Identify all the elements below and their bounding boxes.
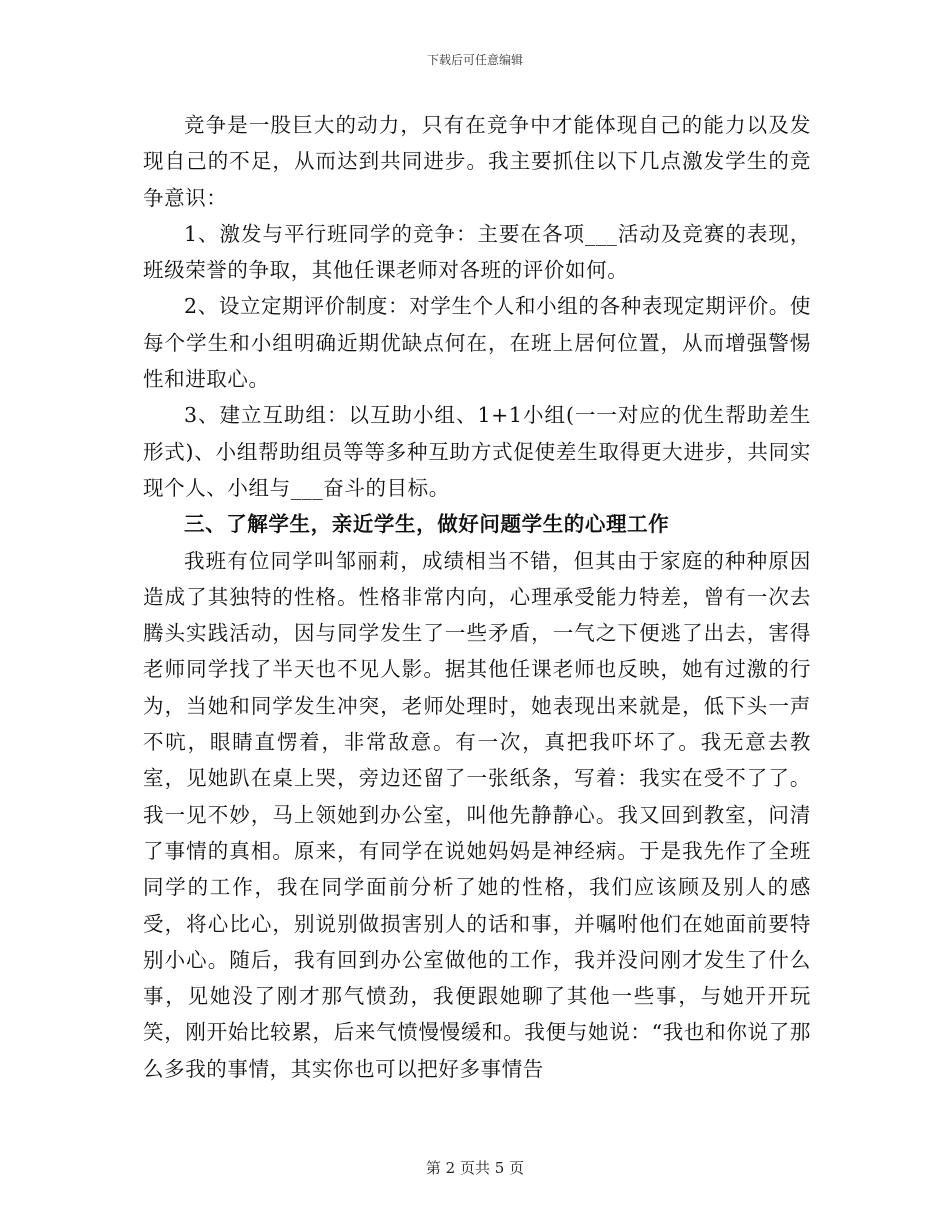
body-paragraph-5: 我班有位同学叫邹丽莉，成绩相当不错，但其由于家庭的种种原因造成了其独特的性格。性格非常内向，心理承受能力特差，曾有一次去腾头实践活动，因与同学发生了一些矛盾，一气之下便逃了出去，害得老师同学找了半天也不见人影。据其他任课老师也反映，她有过激的行为，当她和同学发生冲突，老师处理时，她表现出来就是，低下头一声不吭，眼睛直愣着，非常敌意。有一次，真把我吓坏了。我无意去教室，见她趴在桌上哭，旁边还留了一张纸条，写着：我实在受不了了。我一见不妙，马上领她到办公室，叫他先静静心。我又回到教室，问清了事情的真相。原来，有同学在说她妈妈是神经病。于是我先作了全班同学的工作，我在同学面前分析了她的性格，我们应该顾及别人的感受，将心比心，别说别做损害别人的话和事，并嘱咐他们在她面前要特别小心。随后，我有回到办公室做他的工作，我并没问刚才发生了什么事，见她没了刚才那气愤劲，我便跟她聊了其他一些事，与她开开玩笑，刚开始比较累，后来气愤慢慢缓和。我便与她说：“我也和你说了那么多我的事情，其实你也可以把好多事情告: [143, 548, 811, 1081]
document-body: [143, 107, 811, 1087]
body-paragraph-4: 3、建立互助组：以互助小组、1+1小组(一一对应的优生帮助差生形式)、小组帮助组员等等多种互助方式促使差生取得更大进步，共同实现个人、小组与___奋斗的目标。: [143, 403, 811, 500]
page-header: 下载后可任意编辑: [426, 53, 523, 67]
body-paragraph-1: 竞争是一股巨大的动力，只有在竞争中才能体现自己的能力以及发现自己的不足，从而达到共同进步。我主要抓住以下几点激发学生的竞争意识：: [143, 113, 811, 210]
page-footer: 第 2 页共 5 页: [425, 1159, 525, 1177]
section-heading: 三、了解学生，亲近学生，做好问题学生的心理工作: [184, 512, 670, 537]
body-paragraph-2: 1、激发与平行班同学的竞争：主要在各项___活动及竞赛的表现，班级荣誉的争取，其他任课老师对各班的评价如何。: [143, 221, 811, 283]
body-paragraph-3: 2、设立定期评价制度：对学生个人和小组的各种表现定期评价。使每个学生和小组明确近期优缺点何在，在班上居何位置，从而增强警惕性和进取心。: [143, 294, 811, 392]
